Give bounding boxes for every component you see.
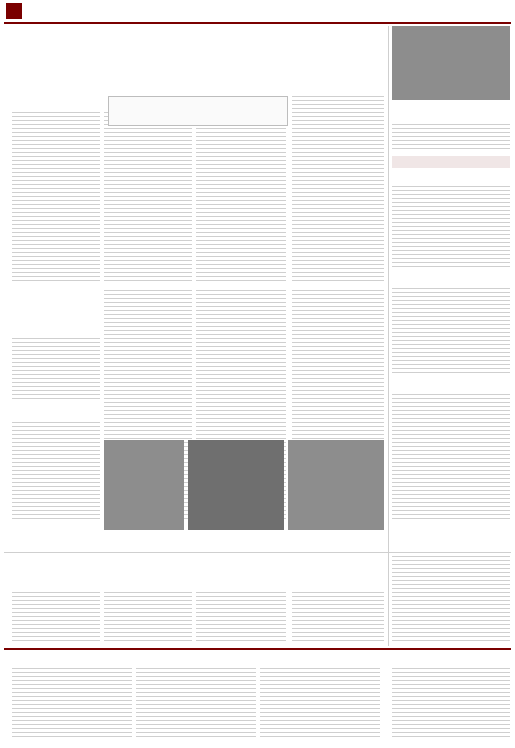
column-divider [388,26,389,646]
photo-bottom-right [288,440,384,530]
bottom-strip-rule [4,648,511,650]
lead-body-col-3 [196,128,286,282]
lead-headline [12,58,382,82]
feature-2-col-2 [104,592,192,642]
bottom-body-4 [392,668,510,740]
right-news-body-2 [392,288,510,376]
feature-2-col-1 [12,592,100,642]
bottom-body-2 [136,668,256,740]
page-number [6,3,22,19]
left-story-3-body [12,422,100,522]
lead-sidebar-box [108,96,288,126]
photo-bottom-left [104,440,184,530]
feature-2-headline [72,568,312,586]
right-section-label-bg [392,156,510,168]
feature-2-rule [4,552,511,553]
masthead [0,0,515,22]
right-top-body [392,124,510,152]
feature-2-col-4 [292,592,384,642]
masthead-rule [4,22,511,24]
right-news-body-1 [392,186,510,270]
lead-body-col-1 [12,112,100,282]
bottom-body-1 [12,668,132,740]
lead-body-col-4 [292,96,384,282]
right-photo [392,26,510,100]
photo-bottom-mid [188,440,284,530]
left-story-2-body [12,338,100,402]
feature-2-col-3 [196,592,286,642]
feature-2-col-5 [392,556,510,642]
right-news-body-3 [392,394,510,522]
lead-body-col-2 [104,112,192,282]
bottom-body-3 [260,668,380,740]
